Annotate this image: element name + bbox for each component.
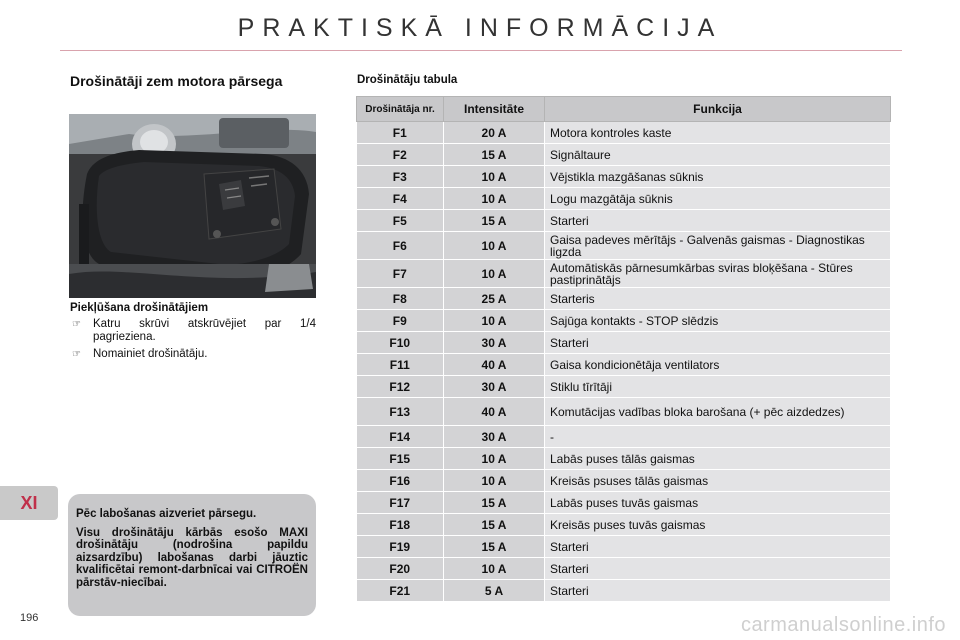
instruction-step: ☞ Nomainiet drošinātāju.: [72, 348, 208, 360]
note-box: [68, 494, 316, 616]
fuse-number-cell: F10: [357, 332, 444, 354]
engine-compartment-photo: [69, 114, 316, 298]
table-row: [357, 448, 891, 470]
intensity-cell: 5 A: [444, 580, 545, 602]
table-row: [357, 354, 891, 376]
intensity-cell: 15 A: [444, 210, 545, 232]
function-cell: Gaisa padeves mērītājs - Galvenās gaismas - Diagnostikas ligzda: [545, 232, 891, 260]
chapter-tab: XI: [0, 486, 58, 520]
fuse-number-cell: F11: [357, 354, 444, 376]
intensity-cell: 15 A: [444, 492, 545, 514]
watermark: carmanualsonline.info: [740, 614, 946, 636]
function-cell: Kreisās psuses tālās gaismas: [545, 470, 891, 492]
function-cell: Starteri: [545, 332, 891, 354]
intensity-cell: 10 A: [444, 470, 545, 492]
fuse-number-cell: F1: [357, 122, 444, 144]
function-cell: Gaisa kondicionētāja ventilators: [545, 354, 891, 376]
fuse-access-heading: Piekļūšana drošinātājiem: [70, 302, 209, 314]
table-row: [357, 426, 891, 448]
table-row: [357, 232, 891, 260]
function-cell: Starteri: [545, 580, 891, 602]
intensity-cell: 10 A: [444, 232, 545, 260]
fuse-number-cell: F12: [357, 376, 444, 398]
intensity-cell: 15 A: [444, 536, 545, 558]
intensity-cell: 15 A: [444, 144, 545, 166]
instruction-list: [70, 318, 316, 365]
fuse-number-cell: F8: [357, 288, 444, 310]
pointer-triangle-icon: ☞: [72, 349, 81, 360]
intensity-cell: 20 A: [444, 122, 545, 144]
intensity-cell: 10 A: [444, 310, 545, 332]
page-title: PRAKTISKĀ INFORMĀCIJA: [237, 14, 723, 42]
function-cell: Stiklu tīrītāji: [545, 376, 891, 398]
table-row: [357, 210, 891, 232]
note-body: Visu drošinātāju kārbās esošo MAXI drošinātāju (nodrošina papildu aizsardzību) labošanas darbi jāuztic kvalificētai remont-darbnīcai vai CITROËN pārstāv-niecībai.: [76, 526, 308, 589]
table-row: [357, 514, 891, 536]
table-row: [357, 558, 891, 580]
table-row: [357, 288, 891, 310]
function-cell: Starteri: [545, 536, 891, 558]
function-cell: Labās puses tālās gaismas: [545, 448, 891, 470]
function-cell: Komutācijas vadības bloka barošana (+ pēc aizdedzes): [545, 398, 891, 426]
page-number: 196: [20, 612, 39, 624]
header-divider: [60, 50, 902, 51]
function-cell: Motora kontroles kaste: [545, 122, 891, 144]
fuse-number-cell: F16: [357, 470, 444, 492]
note-title: Pēc labošanas aizveriet pārsegu.: [76, 508, 257, 520]
table-row: [357, 398, 891, 426]
fuse-number-cell: F21: [357, 580, 444, 602]
column-header-intensity: Intensitāte: [444, 97, 545, 122]
function-cell: Vējstikla mazgāšanas sūknis: [545, 166, 891, 188]
intensity-cell: 40 A: [444, 354, 545, 376]
intensity-cell: 10 A: [444, 448, 545, 470]
function-cell: Kreisās puses tuvās gaismas: [545, 514, 891, 536]
engine-photo-illustration: [69, 114, 316, 298]
intensity-cell: 40 A: [444, 398, 545, 426]
function-cell: Starteri: [545, 210, 891, 232]
intensity-cell: 10 A: [444, 166, 545, 188]
section-title: Drošinātāji zem motora pārsega: [70, 73, 283, 89]
table-header-row: [357, 97, 891, 122]
table-row: [357, 144, 891, 166]
fuse-number-cell: F9: [357, 310, 444, 332]
fuse-number-cell: F15: [357, 448, 444, 470]
function-cell: Starteri: [545, 558, 891, 580]
instruction-step: ☞ Katru skrūvi atskrūvējiet par 1/4 pagrieziena.: [72, 318, 316, 343]
function-cell: Labās puses tuvās gaismas: [545, 492, 891, 514]
fuse-number-cell: F6: [357, 232, 444, 260]
function-cell: -: [545, 426, 891, 448]
fuse-number-cell: F17: [357, 492, 444, 514]
fuse-number-cell: F2: [357, 144, 444, 166]
intensity-cell: 25 A: [444, 288, 545, 310]
fuse-number-cell: F14: [357, 426, 444, 448]
table-title: Drošinātāju tabula: [357, 74, 458, 86]
intensity-cell: 10 A: [444, 188, 545, 210]
table-row: [357, 310, 891, 332]
fuse-number-cell: F3: [357, 166, 444, 188]
fuse-number-cell: F13: [357, 398, 444, 426]
table-body: [357, 122, 891, 602]
intensity-cell: 30 A: [444, 332, 545, 354]
fuse-number-cell: F20: [357, 558, 444, 580]
fuse-number-cell: F18: [357, 514, 444, 536]
function-cell: Automātiskās pārnesumkārbas sviras bloķēšana - Stūres pastiprinātājs: [545, 260, 891, 288]
fuse-number-cell: F4: [357, 188, 444, 210]
table-row: [357, 332, 891, 354]
fuse-number-cell: F19: [357, 536, 444, 558]
table-row: [357, 188, 891, 210]
fuse-number-cell: F5: [357, 210, 444, 232]
fuse-table: [356, 96, 891, 602]
intensity-cell: 10 A: [444, 558, 545, 580]
pointer-triangle-icon: ☞: [72, 319, 81, 330]
intensity-cell: 15 A: [444, 514, 545, 536]
table-row: [357, 536, 891, 558]
table-row: [357, 376, 891, 398]
table-row: [357, 470, 891, 492]
table-row: [357, 166, 891, 188]
table-row: [357, 580, 891, 602]
column-header-fuse-number: Drošinātāja nr.: [357, 97, 444, 122]
table-row: [357, 492, 891, 514]
function-cell: Sajūga kontakts - STOP slēdzis: [545, 310, 891, 332]
intensity-cell: 10 A: [444, 260, 545, 288]
function-cell: Logu mazgātāja sūknis: [545, 188, 891, 210]
table-row: [357, 260, 891, 288]
fuse-number-cell: F7: [357, 260, 444, 288]
intensity-cell: 30 A: [444, 426, 545, 448]
table-row: [357, 122, 891, 144]
function-cell: Starteris: [545, 288, 891, 310]
function-cell: Signāltaure: [545, 144, 891, 166]
column-header-function: Funkcija: [545, 97, 891, 122]
intensity-cell: 30 A: [444, 376, 545, 398]
